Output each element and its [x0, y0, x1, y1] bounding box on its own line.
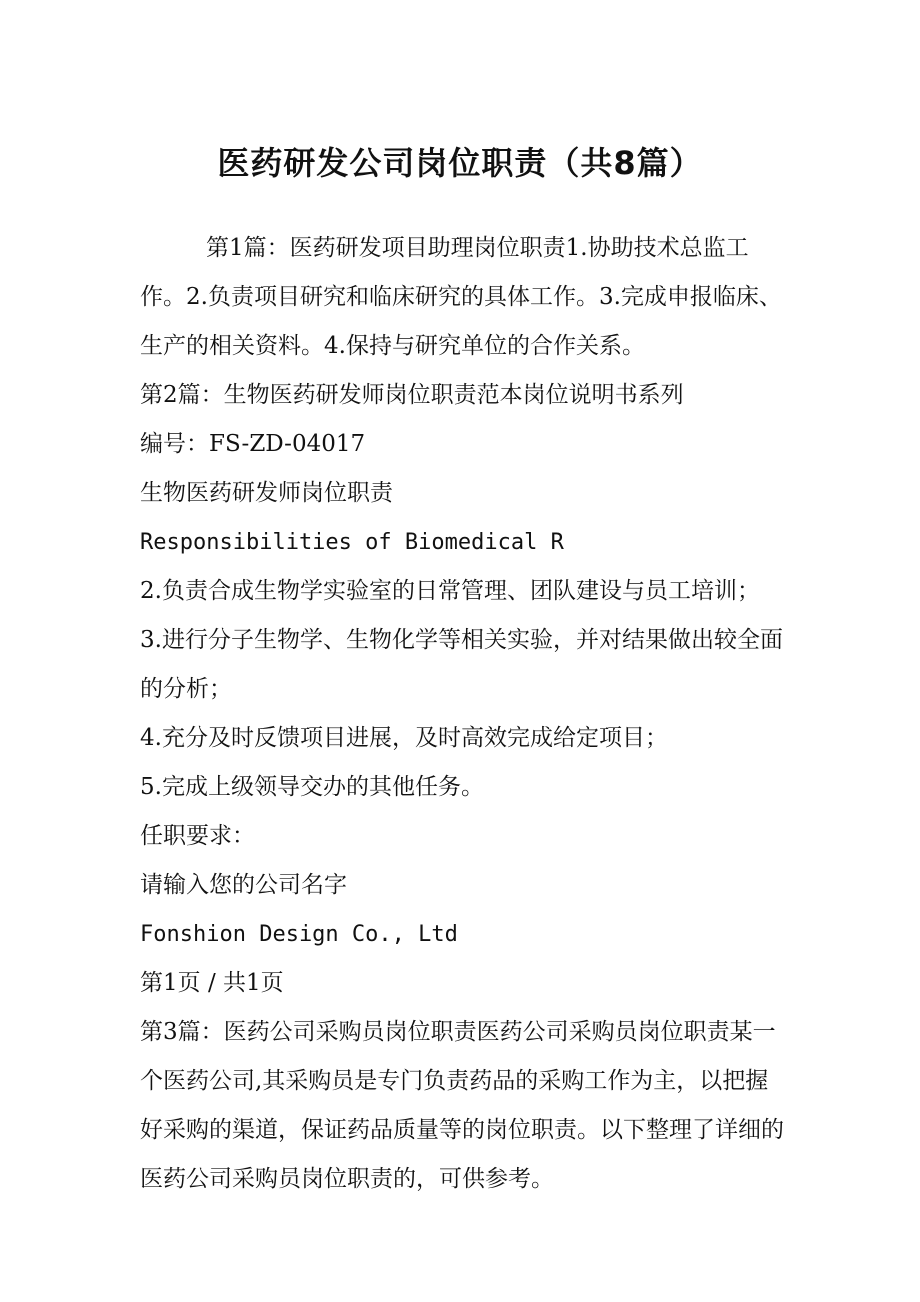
paragraph-duty-4: 4.充分及时反馈项目进展，及时高效完成给定项目；	[140, 725, 668, 751]
paragraph-doc-number: 编号：FS-ZD-04017	[140, 431, 366, 457]
paragraph-company-placeholder: 请输入您的公司名字	[140, 872, 347, 898]
paragraph-requirements: 任职要求：	[140, 823, 255, 849]
paragraph-article-2-heading: 第2篇：生物医药研发师岗位职责范本岗位说明书系列	[140, 382, 684, 408]
paragraph-duty-2: 2.负责合成生物学实验室的日常管理、团队建设与员工培训；	[140, 578, 760, 604]
paragraph-duty-5: 5.完成上级领导交办的其他任务。	[140, 774, 484, 800]
document-body	[140, 224, 790, 1204]
paragraph-company-name: Fonshion Design Co., Ltd	[140, 922, 458, 947]
paragraph-page-number: 第1页 / 共1页	[140, 970, 284, 996]
paragraph-job-title: 生物医药研发师岗位职责	[140, 480, 393, 506]
paragraph-english-title: Responsibilities of Biomedical R	[140, 530, 564, 555]
paragraph-article-1: 第1篇：医药研发项目助理岗位职责1.协助技术总监工作。2.负责项目研究和临床研究的具体工作。3.完成申报临床、生产的相关资料。4.保持与研究单位的合作关系。	[140, 235, 782, 359]
paragraph-duty-3: 3.进行分子生物学、生物化学等相关实验，并对结果做出较全面的分析；	[140, 627, 783, 702]
document-title: 医药研发公司岗位职责（共8篇）	[217, 144, 703, 182]
paragraph-article-3: 第3篇：医药公司采购员岗位职责医药公司采购员岗位职责某一个医药公司,其采购员是专门负责药品的采购工作为主，以把握好采购的渠道，保证药品质量等的岗位职责。以下整理了详细的医药公司采购员岗位职责的，可供参考。	[140, 1019, 784, 1192]
